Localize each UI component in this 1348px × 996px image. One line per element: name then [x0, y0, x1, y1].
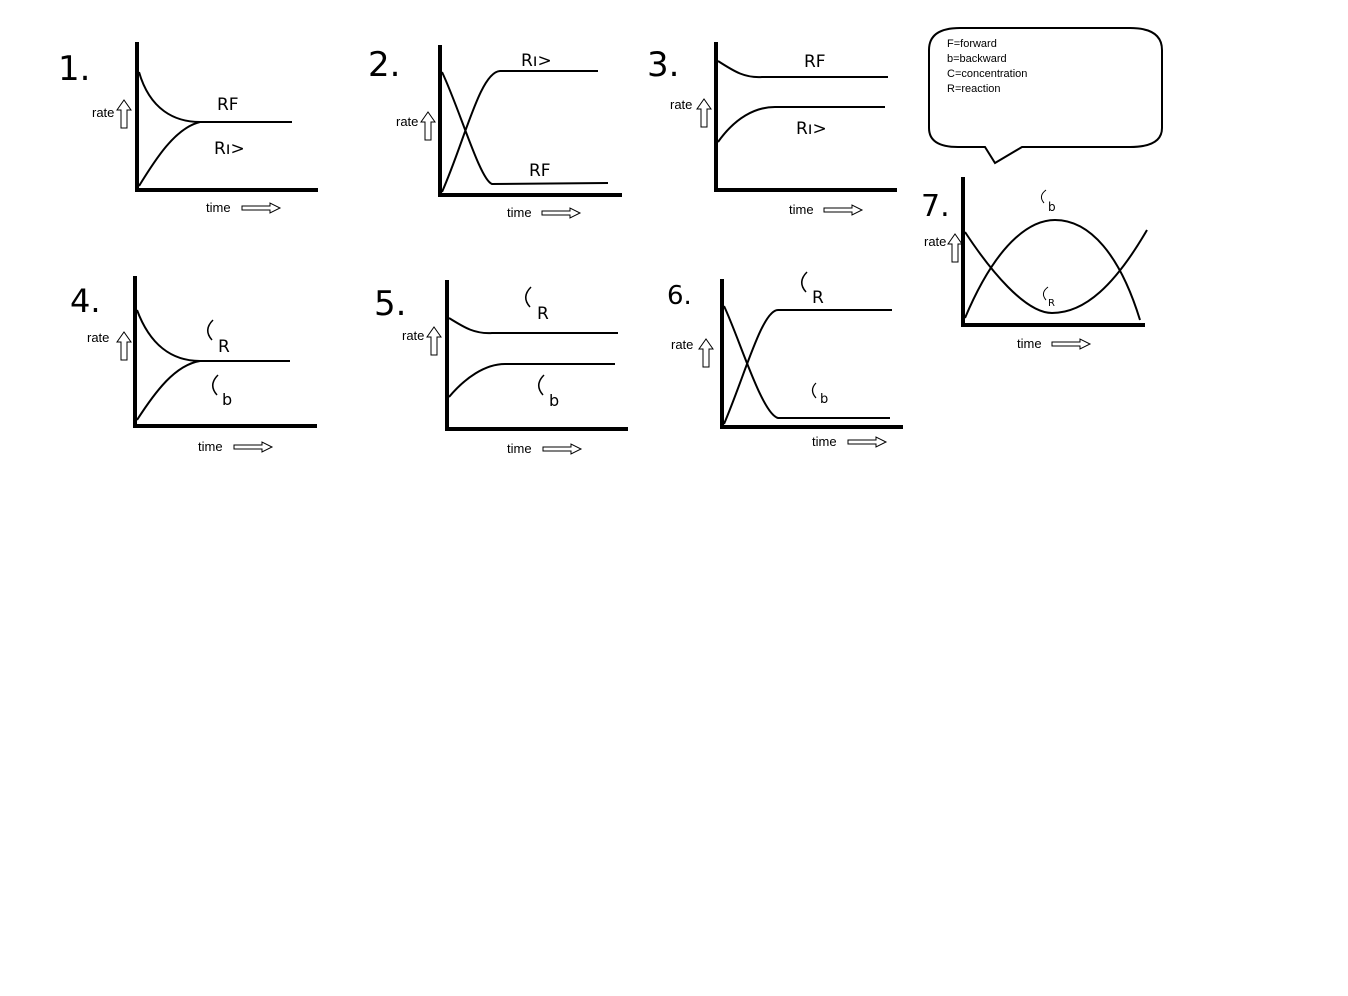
graph-5-label-a: R: [537, 304, 549, 324]
graph-5-x-label: time: [507, 441, 532, 456]
graph-3-y-arrow-icon: [697, 99, 711, 127]
graph-6-x-arrow-icon: [848, 437, 886, 447]
graph-1-x-arrow-icon: [242, 203, 280, 213]
graph-6-y-arrow-icon: [699, 339, 713, 367]
graph-6: [667, 272, 903, 449]
graph-4-curve-r: [137, 310, 290, 361]
graph-2: [368, 45, 622, 220]
graph-5-c-mark-r: [526, 287, 531, 307]
graph-7-x-arrow-icon: [1052, 339, 1090, 349]
graph-7-label-b: R: [1048, 298, 1055, 309]
graph-5-curve-b: [449, 364, 615, 397]
graph-6-label-b: b: [820, 392, 829, 407]
legend-line-backward: b=backward: [947, 53, 1007, 65]
graph-4-y-label: rate: [87, 330, 110, 345]
graph-6-c-mark-b: [813, 383, 817, 398]
graph-6-curve-b: [724, 306, 890, 418]
graph-6-label-a: R: [812, 288, 824, 308]
graph-1-y-arrow-icon: [117, 100, 131, 128]
graph-1-label-b: Rı>: [214, 139, 245, 159]
graph-5-number: 5.: [374, 284, 407, 324]
graph-1: [58, 42, 318, 215]
graph-4-label-a: R: [218, 337, 230, 357]
graph-5: [374, 280, 628, 456]
graph-4-y-arrow-icon: [117, 332, 131, 360]
graph-5-x-arrow-icon: [543, 444, 581, 454]
graph-4-x-label: time: [198, 439, 223, 454]
graph-3-label-a: RF: [804, 52, 826, 72]
graph-4-x-arrow-icon: [234, 442, 272, 452]
graph-4: [70, 276, 317, 454]
graph-3-x-arrow-icon: [824, 205, 862, 215]
graph-6-c-mark-r: [802, 272, 807, 292]
graph-1-axes: [137, 42, 318, 190]
graph-7-y-arrow-icon: [948, 234, 962, 262]
graph-1-curve-backward: [139, 122, 200, 186]
graph-1-y-label: rate: [92, 105, 115, 120]
graph-2-y-label: rate: [396, 114, 419, 129]
graph-7-x-label: time: [1017, 336, 1042, 351]
graph-5-y-label: rate: [402, 328, 425, 343]
graph-7-c-mark-b: [1041, 190, 1046, 203]
graph-2-x-label: time: [507, 205, 532, 220]
graph-6-x-label: time: [812, 434, 837, 449]
graph-5-label-b: b: [549, 391, 560, 410]
graph-1-label-a: RF: [217, 95, 239, 115]
graph-7-y-label: rate: [924, 234, 947, 249]
graph-3-y-label: rate: [670, 97, 693, 112]
graph-2-label-b: RF: [529, 161, 551, 181]
graph-3-x-label: time: [789, 202, 814, 217]
graph-7-number: 7.: [921, 189, 950, 224]
graph-7-curve-r: [965, 230, 1147, 313]
graph-7: [921, 177, 1147, 351]
graph-2-label-a: Rı>: [521, 51, 552, 71]
graph-3-curve-forward: [718, 61, 888, 77]
graph-3-number: 3.: [647, 45, 680, 85]
legend-bubble: [929, 28, 1162, 163]
graph-5-curve-r: [449, 318, 618, 333]
graph-7-label-a: b: [1048, 200, 1056, 214]
graph-1-number: 1.: [58, 49, 91, 89]
graph-1-x-label: time: [206, 200, 231, 215]
graph-4-curve-b: [137, 361, 200, 420]
graph-3-label-b: Rı>: [796, 119, 827, 139]
graph-4-c-mark-r: [208, 320, 213, 340]
graph-5-y-arrow-icon: [427, 327, 441, 355]
graph-2-y-arrow-icon: [421, 112, 435, 140]
graph-5-axes: [447, 280, 628, 429]
legend-line-reaction: R=reaction: [947, 83, 1001, 95]
graph-3: [647, 42, 897, 217]
graph-6-y-label: rate: [671, 337, 694, 352]
graph-4-label-b: b: [222, 390, 233, 409]
legend-line-forward: F=forward: [947, 38, 997, 50]
graph-1-curve-forward: [139, 72, 292, 122]
graph-4-c-mark-b: [213, 375, 218, 395]
graph-6-number: 6.: [667, 281, 692, 311]
legend-line-concentration: C=concentration: [947, 68, 1028, 80]
graph-2-number: 2.: [368, 45, 401, 85]
graph-5-c-mark-b: [539, 375, 544, 395]
graph-2-x-arrow-icon: [542, 208, 580, 218]
graph-4-number: 4.: [70, 282, 101, 320]
